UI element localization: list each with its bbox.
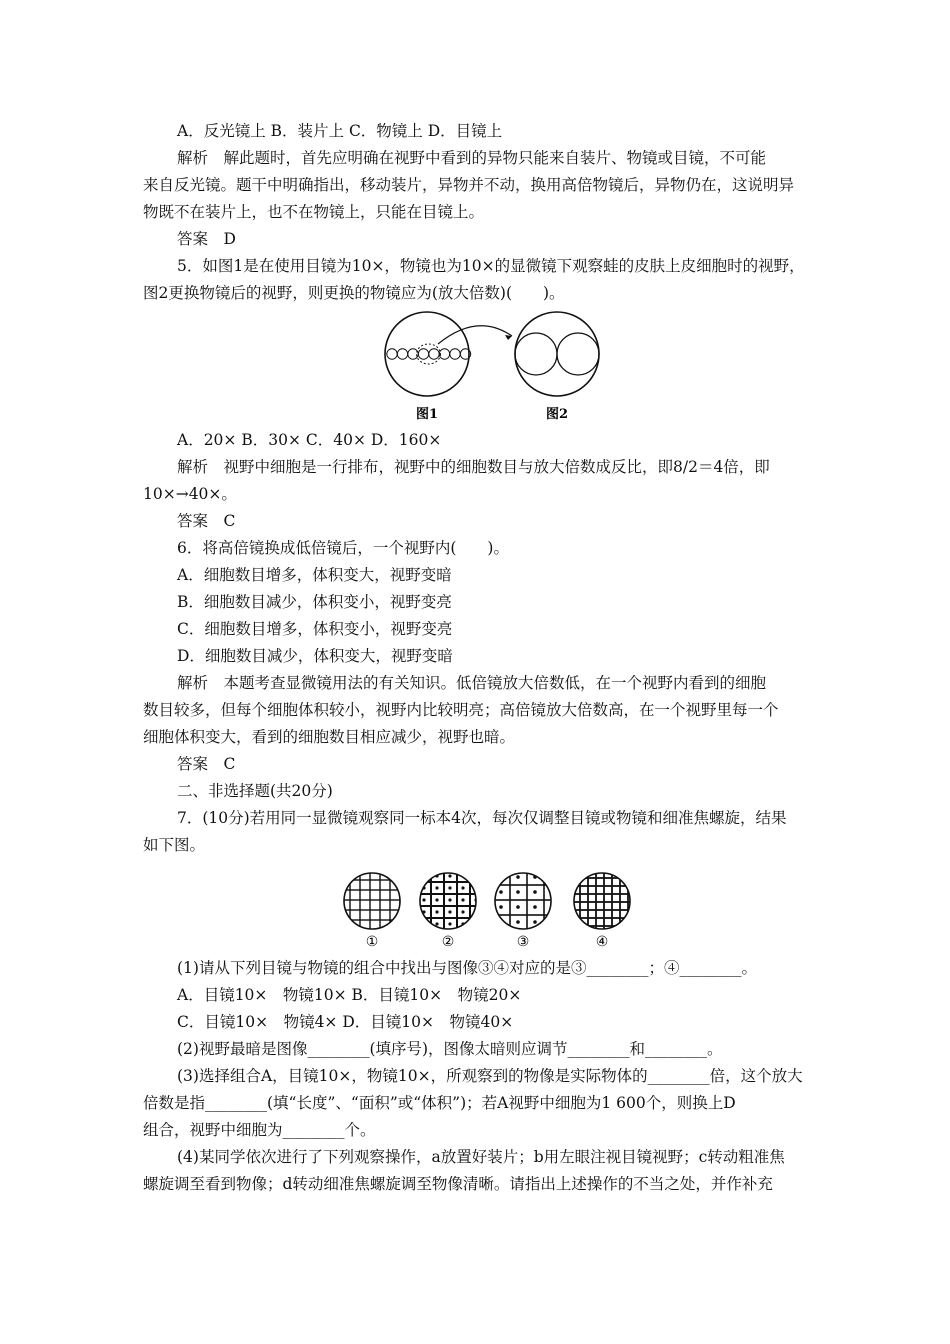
q4-answer: 答案 D <box>177 230 236 248</box>
q5-analysis-line: 解析 视野中细胞是一行排布，视野中的细胞数目与放大倍数成反比，即8/2＝4倍，即 <box>177 458 770 476</box>
q5-answer: 答案 C <box>177 512 236 530</box>
figure-label-1: 图1 <box>415 407 439 422</box>
q6-stem: 6．将高倍镜换成低倍镜后，一个视野内( )。 <box>177 539 509 557</box>
q6-option-b: B．细胞数目减少，体积变小，视野变亮 <box>177 593 452 611</box>
q5-stem: 5．如图1是在使用目镜为10×，物镜也为10×的显微镜下观察蛙的皮肤上皮细胞时的视野， <box>177 257 805 275</box>
section-heading: 二、非选择题(共20分) <box>177 782 333 800</box>
q6-option-d: D．细胞数目减少，体积变大，视野变暗 <box>177 647 453 665</box>
microscope-field-figure <box>382 310 607 425</box>
q7-options-cd: C．目镜10× 物镜4× D．目镜10× 物镜40× <box>177 1013 514 1031</box>
view-label-1: ① <box>365 934 379 950</box>
view-1 <box>344 873 400 929</box>
q7-options-ab: A．目镜10× 物镜10× B．目镜10× 物镜20× <box>177 986 522 1004</box>
document-body <box>143 118 813 1198</box>
q7-sub3: (3)选择组合A，目镜10×，物镜10×，所观察到的物像是实际物体的________倍，这个放大 <box>177 1067 803 1085</box>
q6-answer: 答案 C <box>177 755 236 773</box>
large-cell <box>557 333 599 375</box>
view-label-4: ④ <box>595 934 609 950</box>
q6-analysis-line: 解析 本题考查显微镜用法的有关知识。低倍镜放大倍数低，在一个视野内看到的细胞 <box>177 674 767 692</box>
q7-sub2: (2)视野最暗是图像________(填序号)，图像太暗则应调节________和________。 <box>177 1040 723 1058</box>
view-label-2: ② <box>441 934 455 950</box>
q6-analysis-line: 细胞体积变大，看到的细胞数目相应减少，视野也暗。 <box>143 728 516 746</box>
large-cell <box>515 333 557 375</box>
figure-label-2: 图2 <box>545 407 569 422</box>
q5-analysis-line: 10×→40×。 <box>143 485 237 503</box>
q4-options: A．反光镜上 B．装片上 C．物镜上 D．目镜上 <box>177 122 503 140</box>
view-4 <box>574 873 630 929</box>
q7-stem: 如下图。 <box>143 836 206 854</box>
q7-sub4: 螺旋调至看到物像；d转动细准焦螺旋调至物像清晰。请指出上述操作的不当之处，并作补充 <box>143 1175 773 1193</box>
q7-sub3: 倍数是指________(填“长度”、“面积”或“体积”)；若A视野中细胞为1 600个，则换上D <box>143 1094 736 1112</box>
view-3 <box>495 873 551 929</box>
q4-analysis-line: 物既不在装片上，也不在物镜上，只能在目镜上。 <box>143 203 485 221</box>
cell-row <box>387 349 471 359</box>
q6-analysis-line: 数目较多，但每个细胞体积较小，视野内比较明亮；高倍镜放大倍数高，在一个视野里每一个 <box>143 701 779 719</box>
q7-sub3: 组合，视野中细胞为________个。 <box>143 1121 376 1139</box>
view-label-3: ③ <box>516 934 530 950</box>
q7-sub4: (4)某同学依次进行了下列观察操作，a放置好装片；b用左眼注视目镜视野；c转动粗准焦 <box>177 1148 785 1166</box>
q7-stem: 7．(10分)若用同一显微镜观察同一标本4次，每次仅调整目镜或物镜和细准焦螺旋，结果 <box>177 809 787 827</box>
q6-option-c: C．细胞数目增多，体积变小，视野变亮 <box>177 620 453 638</box>
q4-analysis-line: 解析 解此题时，首先应明确在视野中看到的异物只能来自装片、物镜或目镜，不可能 <box>177 149 767 167</box>
q4-analysis-line: 来自反光镜。题干中明确指出，移动装片，异物并不动，换用高倍物镜后，异物仍在，这说明异 <box>143 176 795 194</box>
q7-sub1: (1)请从下列目镜与物镜的组合中找出与图像③④对应的是③________；④________。 <box>177 959 757 977</box>
four-views-figure <box>340 870 640 952</box>
q5-stem: 图2更换物镜后的视野，则更换的物镜应为(放大倍数)( )。 <box>143 284 565 302</box>
q5-options: A．20× B．30× C．40× D．160× <box>177 431 442 449</box>
view-2 <box>420 873 476 929</box>
q6-option-a: A．细胞数目增多，体积变大，视野变暗 <box>177 566 452 584</box>
arrow-icon <box>438 326 512 344</box>
